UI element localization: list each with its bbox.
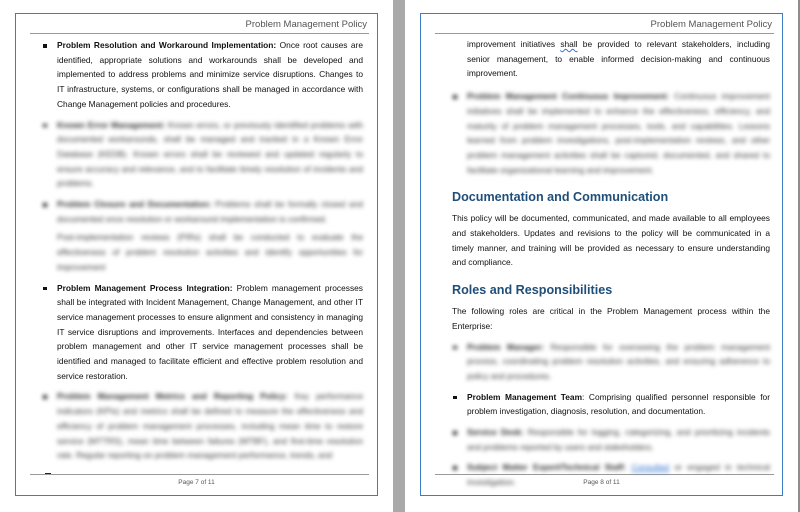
section-intro: The following roles are critical in the Problem Management process within the Enterprise: bbox=[452, 306, 770, 331]
list-item bbox=[452, 390, 770, 419]
continuation-paragraph bbox=[467, 37, 770, 81]
page-body bbox=[452, 37, 770, 496]
item-text: Continuous improvement initiatives shall be implemented to enhance the effectiveness, efficiency, and maturity of problem management processes, tools, and capabilities. Lessons learned from problem investigations, post-implementation reviews, and other problem management activities shall be captured, documented, and shared to facilitate organizational learning and improvement. bbox=[467, 91, 770, 175]
list-item bbox=[452, 425, 770, 454]
item-extra-paragraph: Post-implementation reviews (PIRs) shall be conducted to evaluate the effectiveness of problem resolution activities and identify opportunities for improvement bbox=[57, 232, 363, 272]
item-term: Problem Management Continuous Improvement: bbox=[467, 91, 669, 102]
list-item bbox=[452, 340, 770, 384]
item-text: Known errors, or previously identified problems with documented workarounds, shall be managed and tracked in a Known Error Database (KEDB). Known errors shall be reviewed and updated regularly to ensure accuracy and relevance, and to facilitate timely resolution of incidents and problems. bbox=[57, 119, 364, 189]
item-text: Responsible for logging, categorizing, and prioritizing incidents and problems reported by users and stakeholders. bbox=[467, 427, 770, 452]
section-heading: Roles and Responsibilities bbox=[452, 283, 613, 298]
header-rule bbox=[30, 33, 369, 34]
item-text: or engaged in technical investigation. bbox=[467, 462, 770, 488]
item-term: Problem Management Metrics and Reporting Policy: bbox=[57, 391, 288, 402]
item-text: : Comprising qualified personnel responsible for problem investigation, diagnosis, resolution, and documentation. bbox=[467, 391, 771, 417]
header-rule bbox=[435, 33, 774, 34]
policy-list bbox=[42, 38, 363, 226]
item-term: Known Error Management: bbox=[57, 119, 166, 130]
list-item bbox=[42, 197, 363, 226]
item-term: Problem Resolution and Workaround Implementation: bbox=[57, 40, 277, 50]
item-term: Problem Manager: bbox=[467, 341, 545, 352]
section-paragraph: This policy will be documented, communicated, and made available to all employees and stakeholders. Updates and revisions to the policy will be communicated in a timely manner, and training will be provided as necessary to ensure understanding and compliance. bbox=[452, 213, 770, 268]
item-term: Subject Matter Expert/Technical Staff: bbox=[467, 462, 627, 473]
item-term: Problem Management Team bbox=[467, 391, 583, 402]
page-number: Page 8 of 11 bbox=[583, 479, 620, 486]
policy-list bbox=[452, 89, 770, 177]
item-text: Responsible for overseeing the problem management process, coordinating problem resolution activities, and ensuring adherence to policy and procedures. bbox=[467, 341, 770, 381]
continuation-text: be provided to relevant stakeholders, including senior management, to enable informed decision-making and continuous improvement. bbox=[467, 39, 770, 79]
footer-dash bbox=[45, 473, 51, 474]
footer-rule bbox=[30, 474, 369, 475]
list-item bbox=[42, 38, 363, 112]
roles-list bbox=[452, 340, 770, 490]
section-heading: Documentation and Communication bbox=[452, 190, 669, 205]
item-term: Problem Closure and Documentation: bbox=[57, 199, 212, 210]
header-title: Problem Management Policy bbox=[650, 19, 772, 30]
item-text: Key performance indicators (KPIs) and metrics shall be defined to measure the effectiveness and efficiency of problem management processes, including mean time to restore service (MTTRS), mean time between failures (MTBF), and first-time resolution rate. Regular reporting on problem management performance, trends, and bbox=[57, 391, 364, 461]
list-item bbox=[42, 281, 363, 384]
policy-list bbox=[42, 281, 363, 463]
comment-link[interactable]: Consulted bbox=[631, 462, 670, 473]
document-page-7 bbox=[0, 0, 393, 512]
item-term: Problem Management Process Integration: bbox=[57, 282, 233, 293]
page-number: Page 7 of 11 bbox=[178, 479, 215, 486]
page-body bbox=[42, 38, 363, 469]
continuation-text: improvement initiatives bbox=[467, 39, 556, 49]
spelling-flag: shall bbox=[560, 39, 578, 49]
list-item bbox=[42, 118, 363, 192]
list-item bbox=[452, 89, 770, 177]
document-page-8 bbox=[405, 0, 798, 512]
item-term: Service Desk: bbox=[467, 427, 524, 438]
list-item bbox=[42, 389, 363, 463]
item-text: Problems shall be formally closed and documented once resolution or workaround implementation is confirmed. bbox=[57, 199, 363, 224]
list-item bbox=[452, 460, 770, 489]
item-text: Once root causes are identified, appropriate solutions and workarounds shall be developed and implemented to address problems and minimize service disruptions. Changes to IT infrastructure, systems, or configurations shall be managed in accordance with Change Management policies and procedures. bbox=[57, 40, 363, 109]
header-title: Problem Management Policy bbox=[245, 19, 367, 30]
item-text: Problem management processes shall be integrated with Incident Management, Change Management, and other IT service management processes to ensure alignment and consistency in managing IT service disruptions and improvements. Interfaces and dependencies between problem management and other IT service management processes shall be identified and managed to facilitate efficient and effective problem resolution and service restoration. bbox=[57, 282, 363, 381]
page-gutter bbox=[393, 0, 405, 512]
